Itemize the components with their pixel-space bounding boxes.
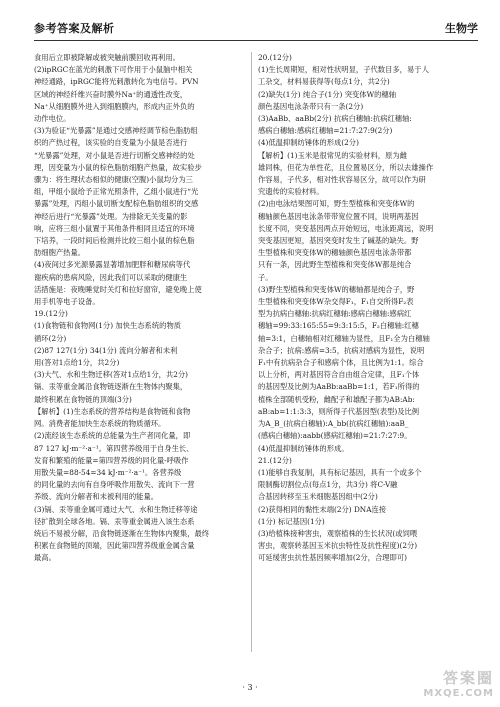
left-column-line: 的同化量的去向有自身呼吸作用散失、流向下一营 (34, 480, 195, 490)
right-column-line: 轴=3:1，白穗轴相对红穗轴为显性，且F₁全为白穗轴 (258, 333, 430, 343)
left-column-line: 神经后进行“光暴露”处理。为排除无关变量的影 (34, 211, 188, 221)
left-column-line: (3)为验证“光暴露”是通过交感神经调节棕色脂肪组 (34, 126, 198, 136)
right-column-line: 合基因转移至玉米细胞基因组中(2分) (258, 492, 378, 502)
right-column-line: 穗轴=99:33:165:55=9:3:15:5，F₂白穗轴:红穗 (258, 321, 419, 331)
column-divider (251, 52, 252, 652)
right-column-line: (3)野生型植株和突变体W的穗轴都是纯合子，野 (258, 284, 415, 294)
left-column-line: 【解析】(1)生态系统的营养结构是食物链和食物 (34, 406, 191, 416)
right-column-line: (1)能够自我复制，具有标记基因，具有一个或多个 (258, 467, 422, 477)
right-column-line: F₁中有抗病杂合子和感病个体，且比例为1:1。综合 (258, 358, 424, 368)
left-column-line: 神经通路，ipRGC能将光刺激转化为电信号。PVN (34, 77, 199, 87)
right-column-line: 长度不同，突变基因两点开始短远，电泳距离远，说明 (258, 223, 434, 233)
left-column-line: 循环(2分) (34, 333, 67, 343)
left-column-line: 下培养，一段时间后检测并比较三组小鼠的棕色脂 (34, 236, 195, 246)
right-column-line: 作容易，子代多，相对性状容易区分，故可以作为研 (258, 175, 426, 185)
left-column-line: (2)ipRGC在蓝光的刺激下可作用于小鼠脑中相关 (34, 65, 193, 75)
left-column-line: 统后不易被分解，沿食物链逐渐在生物体内聚集，最终 (34, 528, 210, 538)
left-column-line: 谢疾病的患病风险，因此我们可以采取的健康生 (34, 272, 188, 282)
right-column-line: (2)由电泳结果图可知，野生型植株和突变体W的 (258, 199, 415, 209)
left-column-line: (2)流经该生态系统的总能量为生产者同化量，即 (34, 431, 191, 441)
right-column-line: (3)AaBb、aaBb(2分) 抗病白穗轴:抗病红穗轴: (258, 114, 412, 124)
right-column-line: (感病白穗轴):aabb(感病红穗轴)=21:7:27:9。 (258, 431, 412, 441)
right-column-line: 颜色基因电泳条带只有一条(2分) (258, 101, 364, 111)
left-column-line: 响，应将三组小鼠置于其他条件相同且适宜的环境 (34, 223, 195, 233)
watermark-top: 答案圈 (442, 669, 494, 687)
right-column-line: 子。 (258, 272, 273, 282)
right-column-line: (1分) 标记基因(1分) (258, 516, 325, 526)
left-column-line: 用(答对1点给1分，共2分) (34, 358, 120, 368)
left-column-line: 食用后立即被降解或被突触前膜回收再利用。 (34, 53, 180, 62)
left-column-line: (4)夜间过多光源暴露显著增加肥胖和糖尿病等代 (34, 260, 191, 270)
page-number: · 3 · (242, 683, 258, 692)
left-column-line: 网。消费者能加快生态系统的物质循环。 (34, 419, 166, 429)
left-column-line: 骤为：将生理状态相似的健康(空腹)小鼠均分为三 (34, 175, 193, 185)
left-column-line: 组，甲组小鼠给予正常光照条件，乙组小鼠进行“光 (34, 187, 199, 197)
right-column-line: (3)给植株接种害虫，观察植株的生长状况(或饲喂 (258, 528, 418, 538)
right-column-line: 感病白穗轴:感病红穗轴=21:7:27:9(2分) (258, 126, 393, 136)
right-column-line: 生型植株和突变体W的穗轴颜色基因电泳条带都 (258, 248, 412, 258)
left-column-line: 区域的神经纤维兴奋时膜外Na⁺的通透性改变， (34, 89, 188, 99)
left-column-line: 19.(12分) (34, 309, 68, 319)
right-column-line: 究遗传的实验材料。 (258, 187, 324, 197)
right-column-line: 型为抗病白穗轴:抗病红穗轴:感病白穗轴:感病红 (258, 309, 412, 319)
left-column-line: 最高。 (34, 553, 56, 563)
right-column-line: 工杂交，材料易获得等(每点1分，共2分) (258, 77, 390, 87)
header-subject: 生物学 (445, 22, 478, 35)
header-title: 参考答案及解析 (34, 22, 115, 35)
right-column-line: 的基因型及比例为AaBb:aaBb=1:1，若F₁所得的 (258, 382, 420, 392)
left-column-line: (2)87 127(1分) 34(1分) 流向分解者和未利 (34, 345, 178, 355)
left-column-line: 镉、汞等重金属沿食物链逐渐在生物体内聚集， (34, 382, 188, 392)
left-column-line: 87 127 kJ·m⁻²·a⁻¹。第四营养级用于自身生长、 (34, 443, 194, 453)
watermark-bottom: MXQE.COM (423, 688, 494, 699)
left-column-line: 活措施是：夜晚睡觉时关灯和拉好窗帘，避免晚上使 (34, 284, 202, 294)
right-column-line: 只有一条，因此野生型植株和突变体W都是纯合 (258, 260, 412, 270)
right-column-line: (4)低温抑制纺锤体的形成。 (258, 443, 349, 453)
right-column-line: 生型植株和突变体W杂交得F₁，F₁自交所得F₂表 (258, 297, 414, 307)
right-column-line: 20.(12分) (258, 53, 292, 62)
left-column-line: 积累在食物链的顶端，因此第四营养级重金属含量 (34, 541, 195, 551)
page-header (34, 18, 478, 41)
left-column-line: Na⁺从细胞膜外进入到细胞膜内，形成内正外负的 (34, 101, 195, 111)
left-column-line: 径扩散到全球各地。镉、汞等重金属进入该生态系 (34, 516, 195, 526)
left-column (34, 52, 246, 565)
right-column-line: 穗轴颜色基因电泳条带带宽位置不同，说明两基因 (258, 211, 419, 221)
right-column-line: 21.(12分) (258, 455, 292, 465)
right-column-line: 以上分析，两对基因符合自由组合定律，且F₁个体 (258, 370, 420, 380)
right-column-line: aB:ab=1:1:3:3，则所得子代基因型(表型)及比例 (258, 406, 420, 416)
right-column (258, 52, 473, 565)
right-column-line: 【解析】(1)玉米是很常见的实验材料，原为雌 (258, 150, 407, 160)
left-column-line: 发育和繁殖的能量=第四营养级的同化量-呼吸作 (34, 455, 189, 465)
right-column-line: 为A_B_(抗病白穗轴):A_bb(抗病红穗轴):aaB_ (258, 419, 409, 429)
left-column-line: 养级、流向分解者和未被利用的能量。 (34, 492, 159, 502)
right-column-line: 突变基因更短，基因突变时发生了碱基的缺失。野 (258, 236, 419, 246)
right-column-line: (2)缺失(1分) 纯合子(1分) 突变体W的穗轴 (258, 89, 397, 99)
right-column-line: 限制酶切割位点(每点1分，共3分) 将C-V融 (258, 480, 398, 490)
left-column-line: 用散失量=88-54=34 kJ·m⁻²·a⁻¹。各营养级 (34, 467, 182, 477)
left-column-line: 最终积累在食物链的顶端(3分) (34, 394, 132, 404)
left-column-line: “光暴露”处理，对小鼠是否进行切断交感神经的处 (34, 150, 195, 160)
right-column-line: 雄同株，但花为单性花，且位置易区分，所以去雄操作 (258, 162, 434, 172)
left-column-line: (3)大气、水和生物迁移(答对1点给1分，共2分) (34, 370, 189, 380)
right-column-line: (1)生长周期短，相对性状明显，子代数目多，易于人 (258, 65, 429, 75)
left-column-line: 理，因变量为小鼠的棕色脂肪细胞产热量，故实验步 (34, 162, 202, 172)
right-column-line: 害虫，观察转基因玉米抗虫特性及抗性程度)(2分) (258, 541, 418, 551)
left-column-line: (3)镉、汞等重金属可通过大气、水和生物迁移等途 (34, 504, 198, 514)
watermark-logo (416, 667, 494, 701)
left-column-line: 暴露”处理，丙组小鼠切断支配棕色脂肪组织的交感 (34, 199, 199, 209)
left-column-line: 织的产热过程，该实验的自变量为小鼠是否进行 (34, 138, 188, 148)
right-column-line: (4)低温抑制纺锤体的形成(2分) (258, 138, 359, 148)
left-column-line: (1)食物链和食物网(1分) 加快生态系统的物质 (34, 321, 182, 331)
left-column-line: 动作电位。 (34, 114, 71, 124)
right-column-line: 可延缓害虫抗性基因频率增加(2分，合理即可) (258, 553, 407, 563)
right-column-line: 植株全部随机受粉，雌配子和雄配子都为AB:Ab: (258, 394, 415, 404)
right-column-line: (2)获得相同的黏性末端(2分) DNA连接 (258, 504, 387, 514)
left-column-line: 肪细胞产热量。 (34, 248, 86, 258)
left-column-line: 用手机等电子设备。 (34, 297, 100, 307)
right-column-line: 杂合子；抗病:感病=3:5，抗病对感病为显性，说明 (258, 345, 425, 355)
